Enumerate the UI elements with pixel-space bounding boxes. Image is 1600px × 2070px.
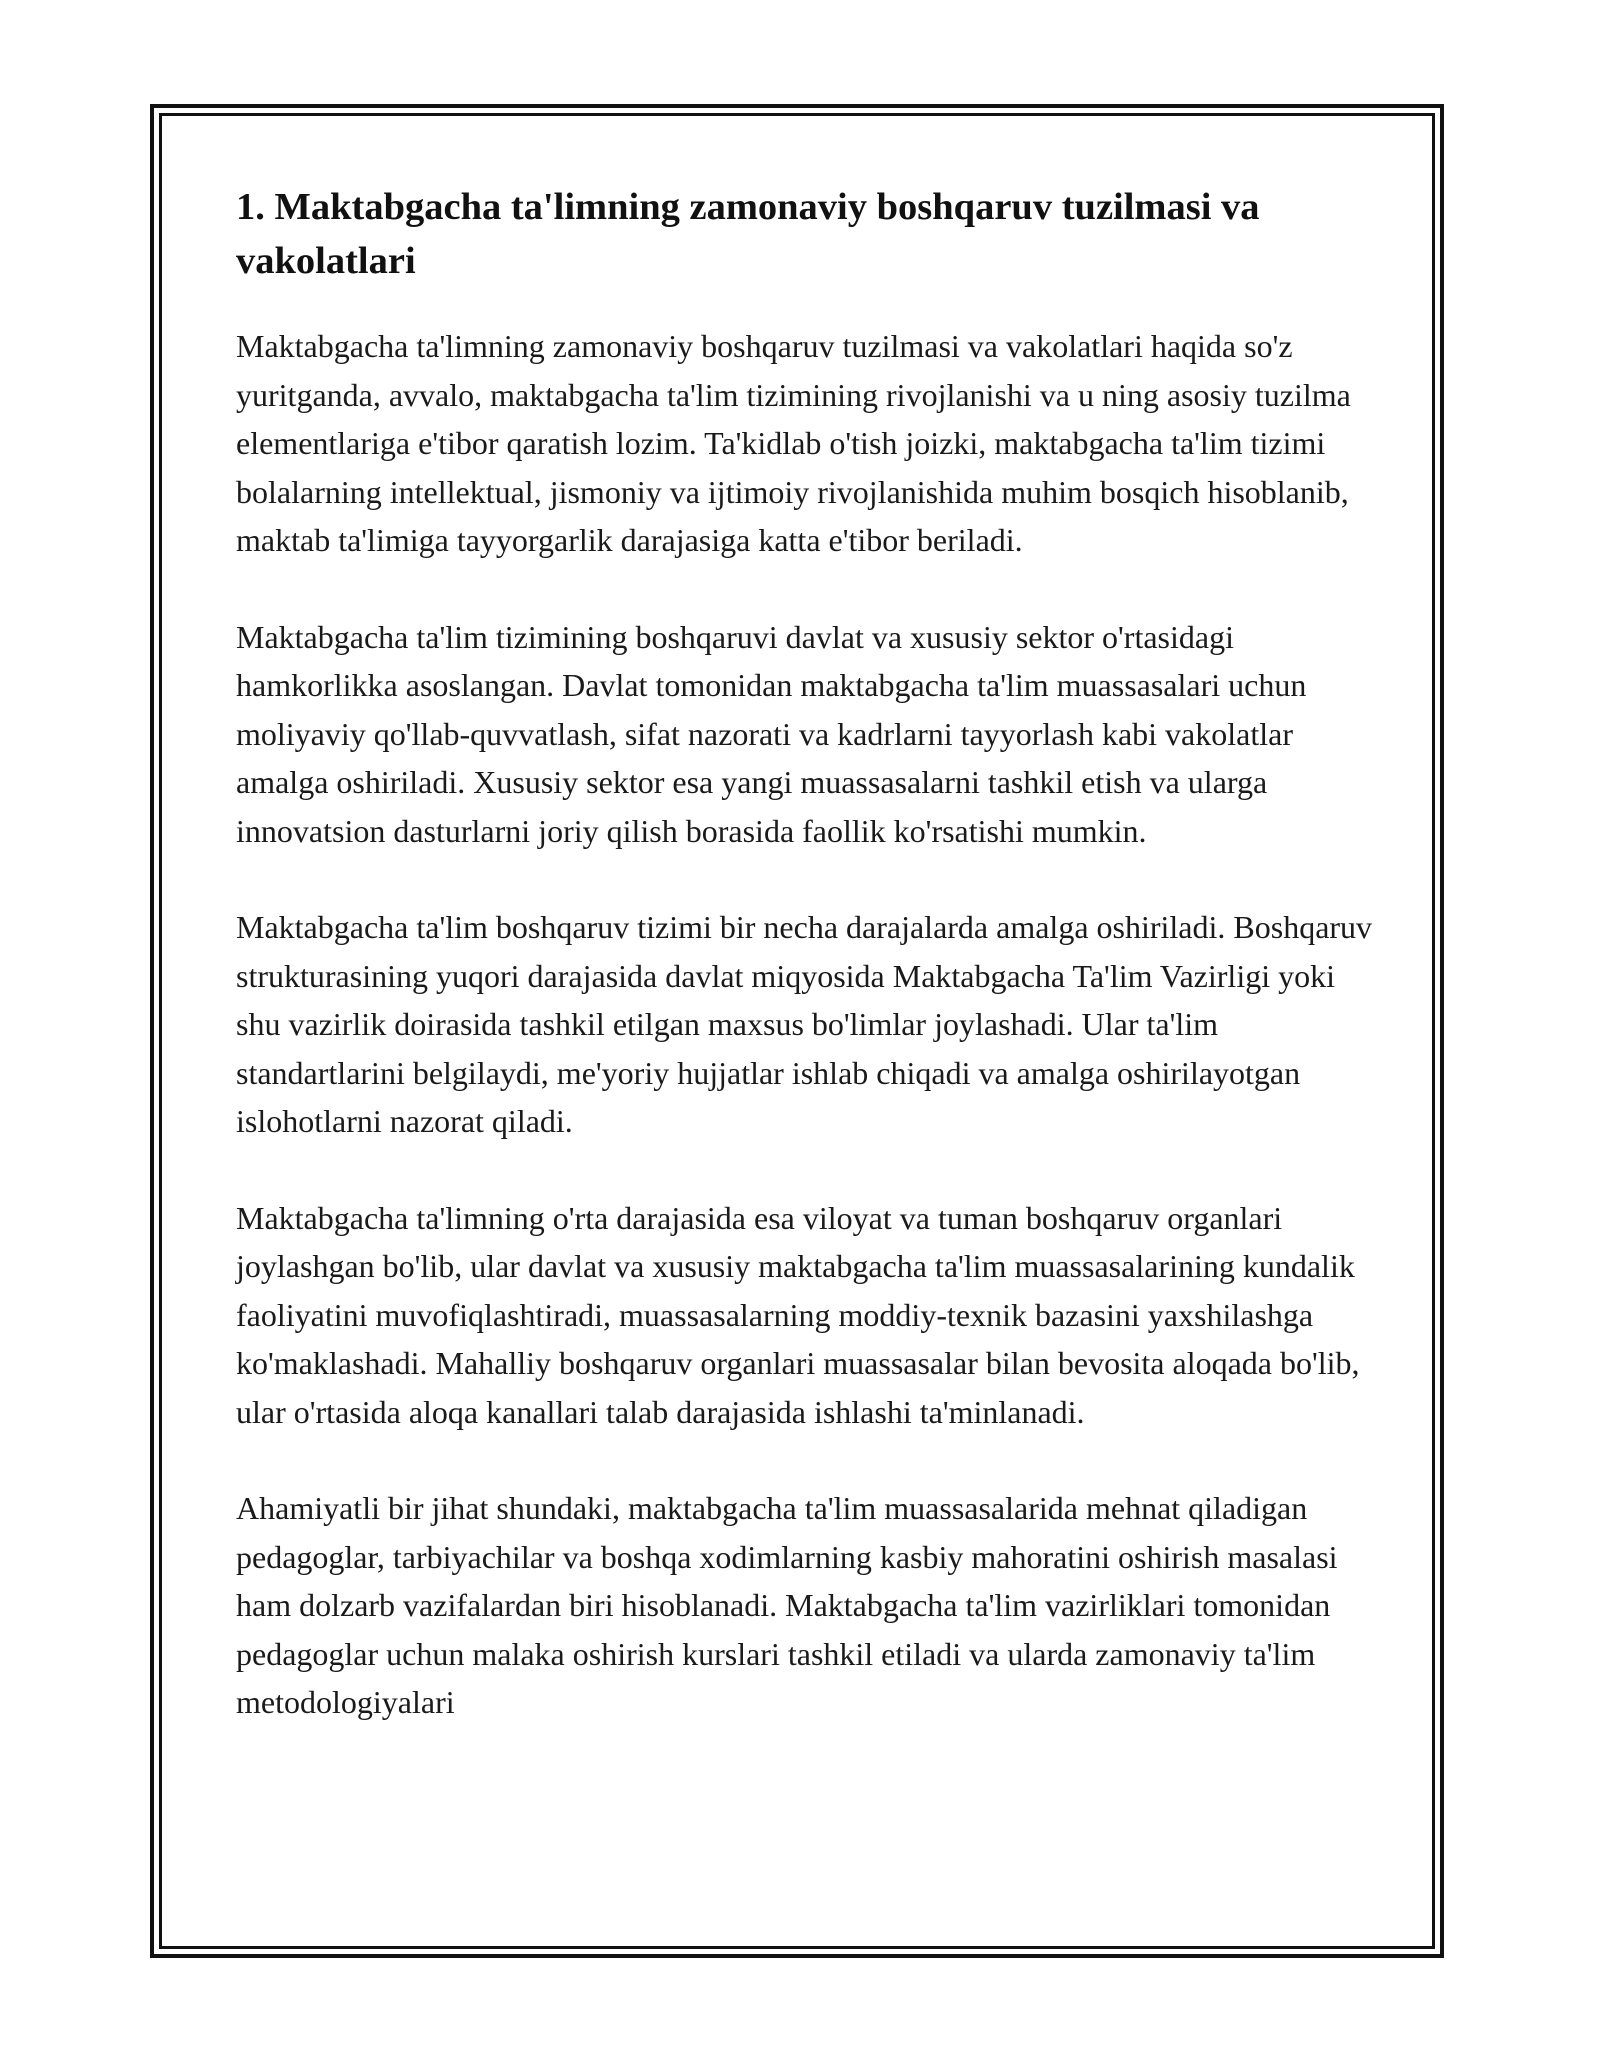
paragraph-5: Ahamiyatli bir jihat shundaki, maktabgacha ta'lim muassasalarida mehnat qiladigan pedagoglar, tarbiyachilar va boshqa xodimlarning kasbiy mahoratini oshirish masalasi ham dolzarb vazifalardan biri hisoblanadi. Maktabgacha ta'lim vazirliklari tomonidan pedagoglar uchun malaka oshirish kurslari tashkil etiladi va ularda zamonaviy ta'lim metodologiyalari: [236, 1490, 1338, 1720]
document-body: [236, 180, 1376, 1727]
paragraph-3: Maktabgacha ta'lim boshqaruv tizimi bir necha darajalarda amalga oshiriladi. Boshqaruv strukturasining yuqori darajasida davlat miqyosida Maktabgacha Ta'lim Vazirligi yoki shu vazirlik doirasida tashkil etilgan maxsus bo'limlar joylashadi. Ular ta'lim standartlarini belgilaydi, me'yoriy hujjatlar ishlab chiqadi va amalga oshirilayotgan islohotlarni nazorat qiladi.: [236, 909, 1373, 1139]
paragraph-4: Maktabgacha ta'limning o'rta darajasida esa viloyat va tuman boshqaruv organlari joylashgan bo'lib, ular davlat va xususiy maktabgacha ta'lim muassasalarining kundalik faoliyatini muvofiqlashtiradi, muassasalarning moddiy-texnik bazasini yaxshilashga ko'maklashadi. Mahalliy boshqaruv organlari muassasalar bilan bevosita aloqada bo'lib, ular o'rtasida aloqa kanallari talab darajasida ishlashi ta'minlanadi.: [236, 1199, 1360, 1430]
paragraph-2: Maktabgacha ta'lim tizimining boshqaruvi davlat va xususiy sektor o'rtasidagi hamkorlikka asoslangan. Davlat tomonidan maktabgacha ta'lim muassasalari uchun moliyaviy qo'llab-quvvatlash, sifat nazorati va kadrlarni tayyorlash kabi vakolatlar amalga oshiriladi. Xususiy sektor esa yangi muassasalarni tashkil etish va ularga innovatsion dasturlarni joriy qilish borasida faollik ko'rsatishi mumkin.: [236, 618, 1307, 849]
paragraph-1: Maktabgacha ta'limning zamonaviy boshqaruv tuzilmasi va vakolatlari haqida so'z yuritganda, avvalo, maktabgacha ta'lim tizimining rivojlanishi va u ning asosiy tuzilma elementlariga e'tibor qaratish lozim. Ta'kidlab o'tish joizki, maktabgacha ta'lim tizimi bolalarning intellektual, jismoniy va ijtimoiy rivojlanishida muhim bosqich hisoblanib, maktab ta'limiga tayyorgarlik darajasiga katta e'tibor beriladi.: [236, 328, 1351, 558]
section-heading: 1. Maktabgacha ta'limning zamonaviy boshqaruv tuzilmasi va vakolatlari: [236, 186, 1260, 282]
